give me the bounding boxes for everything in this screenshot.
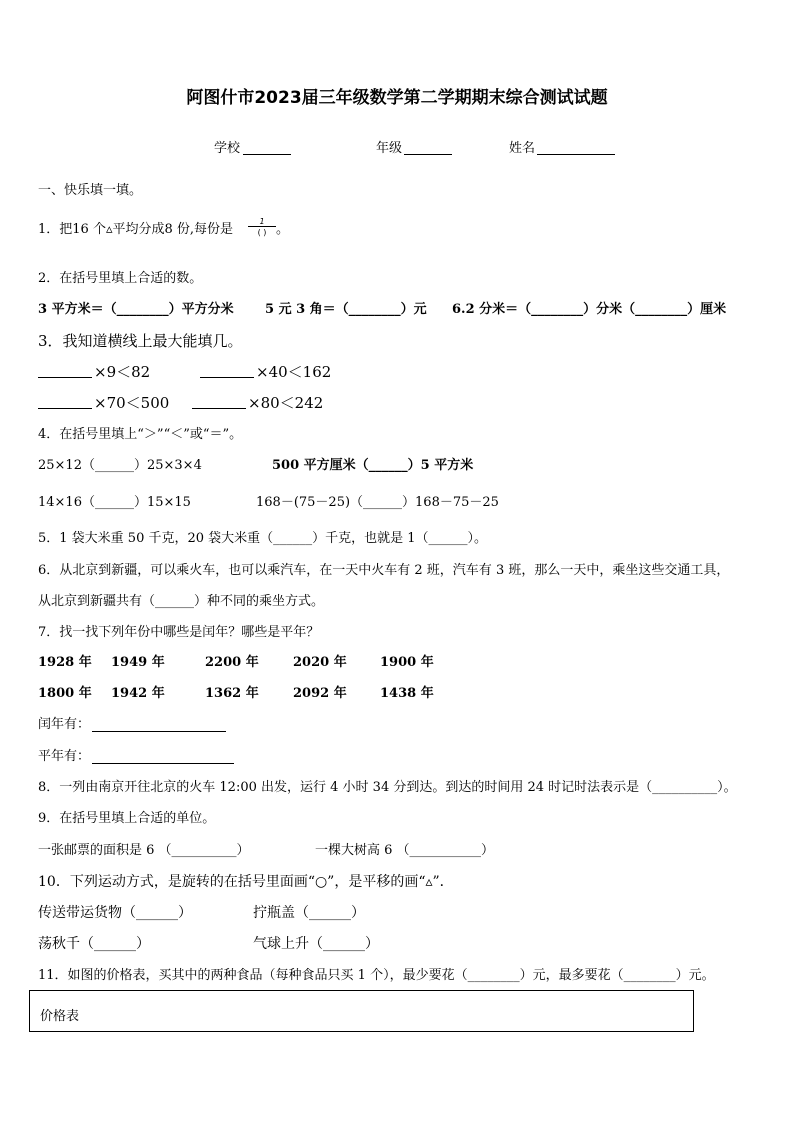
blank[interactable] [38,366,92,378]
leap-years-blank[interactable] [92,720,226,732]
question-4-item-b: 500 平方厘米（______）5 平方米 [272,458,474,473]
fraction [248,217,276,236]
question-3: 3．我知道横线上最大能填几。 [38,332,243,350]
grade-label: 年级 [376,141,403,156]
year-item: 1362 年 [205,686,259,701]
section-heading: 一、快乐填一填。 [38,183,143,198]
question-9: 9．在括号里填上合适的单位。 [38,811,216,826]
question-4: 4．在括号里填上“＞”“＜”或“＝”。 [38,427,243,442]
question-10-item-d: 气球上升（______） [253,936,379,952]
question-11: 11．如图的价格表，买其中的两种食品（每种食品只买 1 个），最少要花（________）元，最多要花（________）元。 [38,968,715,983]
question-2-item-b: 5 元 3 角＝（________）元 [265,302,427,317]
common-years-blank[interactable] [92,752,234,764]
year-item: 1900 年 [380,655,434,670]
question-10: 10．下列运动方式，是旋转的在括号里面画“○”，是平移的画“▵”． [38,874,454,890]
question-3-item-b: ×40＜162 [256,363,332,381]
question-6-line-2: 从北京到新疆共有（______）种不同的乘坐方式。 [38,594,325,609]
year-item: 1928 年 [38,655,92,670]
common-years-label: 平年有： [38,749,91,764]
name-label: 姓名 [509,141,536,156]
year-item: 1942 年 [111,686,165,701]
question-4-item-c: 14×16（______）15×15 [38,495,191,510]
question-2-item-c: 6.2 分米＝（________）分米（________）厘米 [452,302,727,317]
fraction-numerator: 1 [259,217,265,226]
school-blank[interactable] [243,144,291,155]
year-item: 1438 年 [380,686,434,701]
year-item: 1949 年 [111,655,165,670]
question-3-item-d: ×80＜242 [248,394,324,412]
blank[interactable] [38,397,92,409]
question-4-item-d: 168－(75－25)（______）168－75－25 [256,495,499,510]
question-10-item-c: 荡秋千（______） [38,936,150,952]
leap-years-label: 闰年有： [38,717,91,732]
question-9-item-b: 一棵大树高 6 （___________） [315,843,495,858]
year-item: 1800 年 [38,686,92,701]
blank[interactable] [200,366,254,378]
grade-blank[interactable] [404,144,452,155]
question-6-line-1: 6．从北京到新疆，可以乘火车，也可以乘汽车，在一天中火车有 2 班，汽车有 3 班，那么一天中，乘坐这些交通工具， [38,563,730,578]
name-blank[interactable] [537,144,615,155]
page-title: 阿图什市2023届三年级数学第二学期期末综合测试试题 [186,88,608,108]
question-5: 5．1 袋大米重 50 千克，20 袋大米重（______）千克，也就是 1（______）。 [38,531,488,546]
question-7: 7．找一找下列年份中哪些是闰年？哪些是平年？ [38,625,320,640]
fraction-denominator: ( ) [257,228,267,237]
year-item: 2200 年 [205,655,259,670]
question-2-item-a: 3 平方米＝（________）平方分米 [38,302,234,317]
question-10-item-b: 拧瓶盖（______） [253,905,365,921]
question-8: 8．一列由南京开往北京的火车 12:00 出发，运行 4 小时 34 分到达。到达的时间用 24 时记时法表示是（__________）。 [38,780,737,795]
price-table [29,990,694,1032]
school-label: 学校 [214,141,241,156]
question-1-end: 。 [276,222,290,237]
blank[interactable] [192,397,246,409]
question-3-item-c: ×70＜500 [94,394,170,412]
question-1: 1．把16 个▵平均分成8 份,每份是 [38,222,234,237]
year-item: 2020 年 [293,655,347,670]
fraction-bar [248,226,276,227]
year-item: 2092 年 [293,686,347,701]
question-2: 2．在括号里填上合适的数。 [38,271,203,286]
question-10-item-a: 传送带运货物（______） [38,905,192,921]
question-4-item-a: 25×12（______）25×3×4 [38,458,202,473]
price-table-label: 价格表 [40,1009,80,1024]
question-9-item-a: 一张邮票的面积是 6 （__________） [38,843,250,858]
question-3-item-a: ×9＜82 [94,363,151,381]
